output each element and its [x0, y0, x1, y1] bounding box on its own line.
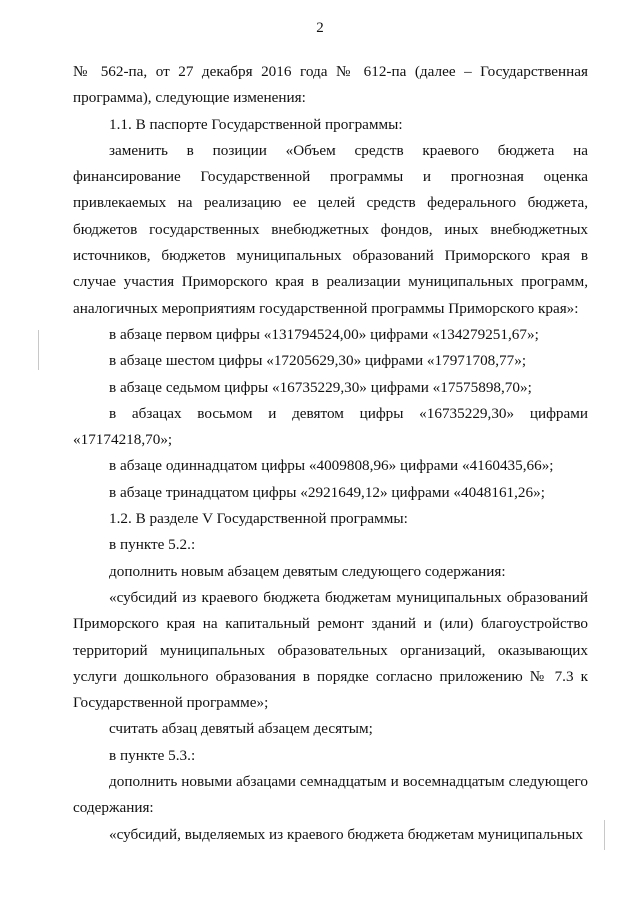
paragraph-quote-subsidies: «субсидий из краевого бюджета бюджетам муниципальных образований Приморского края на капитальный ремонт зданий и (или) благоустройство территорий муниципальных образовательных организаций, оказывающих услуги дошкольного образования в порядке согласно приложению № 7.3 к Государственной программе»;: [73, 588, 588, 712]
paragraph-add-ninth: дополнить новым абзацем девятым следующего содержания:: [109, 562, 506, 580]
paragraph-heading-1-1: 1.1. В паспорте Государственной программы:: [109, 115, 403, 133]
scan-margin-mark-left: [38, 330, 39, 370]
paragraph-replace-position: заменить в позиции «Объем средств краевого бюджета на финансирование Государственной программы и прогнозная оценка привлекаемых на реализацию ее целей средств федерального бюджета, бюджетов государственных внебюджетных фондов, иных внебюджетных источников, бюджетов муниципальных образований Приморского края в случае участия Приморского края в реализации муниципальных программ, аналогичных мероприятиям государственной программы Приморского края»:: [73, 141, 588, 317]
paragraph-eighth-ninth-abzac: в абзацах восьмом и девятом цифры «16735229,30» цифрами «17174218,70»;: [73, 404, 588, 449]
document-body: [73, 59, 588, 848]
paragraph-eleventh-abzac: в абзаце одиннадцатом цифры «4009808,96» цифрами «4160435,66»;: [109, 457, 554, 475]
paragraph-sixth-abzac: в абзаце шестом цифры «17205629,30» цифрами «17971708,77»;: [109, 352, 527, 370]
paragraph-seventh-abzac: в абзаце седьмом цифры «16735229,30» цифрами «17575898,70»;: [109, 378, 532, 396]
page-number: 2: [316, 20, 324, 36]
paragraph-point-5-2: в пункте 5.2.:: [109, 536, 196, 554]
paragraph-renumber: считать абзац девятый абзацем десятым;: [109, 720, 373, 738]
paragraph-thirteenth-abzac: в абзаце тринадцатом цифры «2921649,12» цифрами «4048161,26»;: [109, 483, 545, 501]
paragraph-first-abzac: в абзаце первом цифры «131794524,00» цифрами «134279251,67»;: [109, 325, 539, 343]
paragraph-point-5-3: в пункте 5.3.:: [109, 746, 196, 764]
scan-margin-mark-right: [604, 820, 605, 850]
paragraph-quote-subsidies-continued: «субсидий, выделяемых из краевого бюджета бюджетам муниципальных: [109, 825, 583, 843]
paragraph-intro: № 562-па, от 27 декабря 2016 года № 612-па (далее – Государственная программа), следующие изменения:: [73, 63, 588, 107]
paragraph-add-seventeenth: дополнить новыми абзацами семнадцатым и восемнадцатым следующего содержания:: [73, 773, 588, 817]
paragraph-heading-1-2: 1.2. В разделе V Государственной программы:: [109, 510, 408, 528]
